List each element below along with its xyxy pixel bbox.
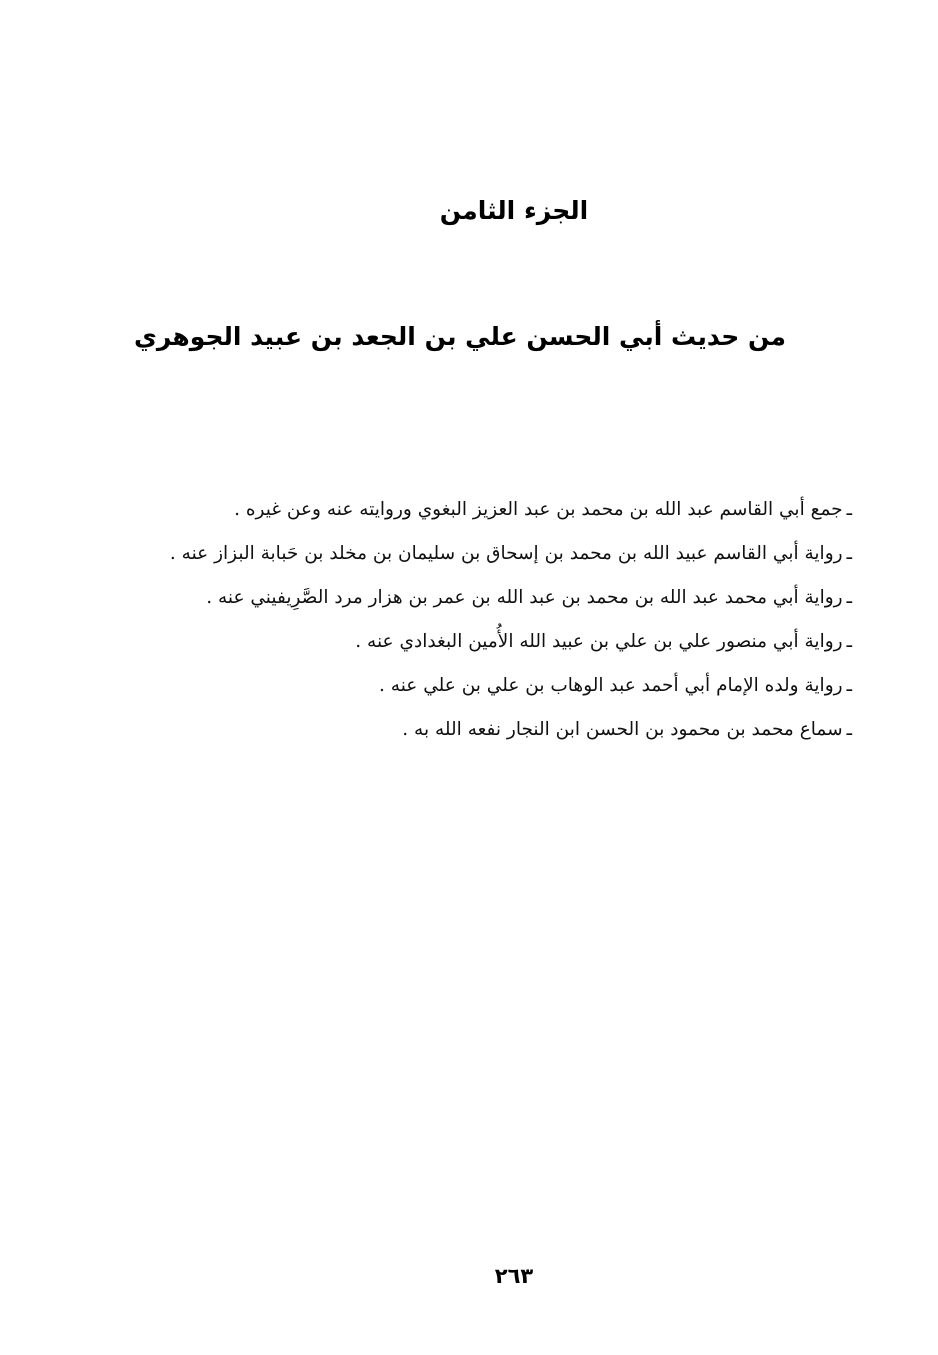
transmission-list: [96, 488, 852, 752]
list-item-text: رواية أبي منصور علي بن علي بن عبيد الله الأُمين البغدادي عنه .: [355, 631, 843, 652]
list-dash: ـ: [846, 675, 852, 696]
list-item: [96, 620, 852, 664]
book-title: من حديث أبي الحسن علي بن الجعد بن عبيد الجوهري: [133, 322, 786, 351]
list-item: [96, 708, 852, 752]
list-item-text: رواية أبي القاسم عبيد الله بن محمد بن إسحاق بن سليمان بن مخلد بن حَبابة البزاز عنه .: [169, 543, 843, 564]
list-item: [96, 488, 852, 532]
list-dash: ـ: [846, 499, 852, 520]
list-item: [96, 664, 852, 708]
list-item-text: رواية أبي محمد عبد الله بن محمد بن عبد الله بن عمر بن هزار مرد الصَّرِيفيني عنه .: [206, 587, 843, 608]
list-item-text: سماع محمد بن محمود بن الحسن ابن النجار نفعه الله به .: [402, 719, 843, 740]
page-number: ٢٦٣: [494, 1264, 534, 1288]
part-title: الجزء الثامن: [439, 196, 589, 225]
list-dash: ـ: [846, 719, 852, 740]
list-item-text: رواية ولده الإمام أبي أحمد عبد الوهاب بن علي بن علي عنه .: [379, 675, 843, 696]
list-dash: ـ: [846, 543, 852, 564]
list-dash: ـ: [846, 587, 852, 608]
list-item-text: جمع أبي القاسم عبد الله بن محمد بن عبد العزيز البغوي وروايته عنه وعن غيره .: [234, 499, 843, 520]
list-dash: ـ: [846, 631, 852, 652]
list-item: [96, 532, 852, 576]
list-item: [96, 576, 852, 620]
